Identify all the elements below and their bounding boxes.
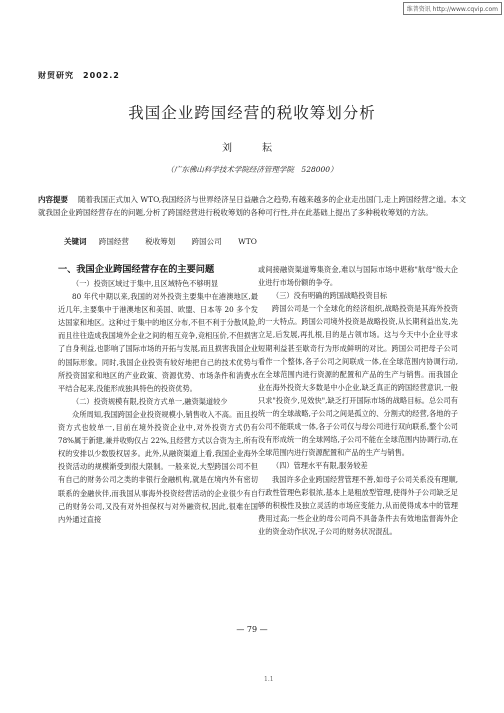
page-number: — 79 — xyxy=(236,625,268,634)
author-name: 刘 耘 xyxy=(222,143,282,154)
journal-header: 财贸研究 2002.2 xyxy=(38,71,120,80)
subsection-heading: （四）管理水平有限,服务较差 xyxy=(272,461,368,471)
body-paragraph: 或间接融资渠道筹集资金,难以与国际市场中堪称"航母"级大企业进行市场份额的争夺。 xyxy=(258,265,458,288)
section-heading: 一、我国企业跨国经营存在的主要问题 xyxy=(58,264,215,275)
database-watermark: 维普资讯 http://www.cqvip.com xyxy=(403,2,502,15)
footer-mark: 1.1 xyxy=(264,676,274,683)
paper-title: 我国企业跨国经营的税收筹划分析 xyxy=(128,104,376,122)
body-paragraph: 80 年代中期以来,我国的对外投资主要集中在港澳地区,最近几年,主要集中于港澳地区和美国、欧盟、日本等 20 多个发达国家和地区。这种过于集中的地区分布,不但不利于分散风险,而且往往造成我国境外企业之间的相互竞争,竞相压价,不但损害了自身利益,也影响了国际市场的开拓与发展,而且损害我国企业的国际形象。同时,我国企业投资有较好地把自己的技术优势与所投资国家和地区的产业政策、资源优势、市场条件和消费水平结合起来,没能形成独具特色的投资优势。 xyxy=(58,292,258,393)
author-affiliation: （广东佛山科学技术学院经济管理学院 528000） xyxy=(166,165,338,174)
abstract xyxy=(38,193,470,219)
keywords xyxy=(64,236,271,247)
body-paragraph: 众所周知,我国跨国企业投资规模小,销售收入不高。而且投资方式也较单一,目前在境外投资企业中,对外投资方式仍有 78%属于新建,兼并收购仅占 22%,且经营方式以合资为主,所有权的安排以少数股权居多。此外,从融资渠道上看,我国企业海外投资活动的规模渐受到很大限制。一般来说,大型跨国公司不但有自己的财务公司之类的非银行金融机构,就是在境内外有密切联系的金融伙伴,而我国从事海外投资经营活动的企业很少有自己的财务公司,又没有对外担保权与对外融资权,因此,很难在国内外通过直接 xyxy=(58,409,258,524)
keyword: WTO xyxy=(238,237,257,246)
subsection-heading: （二）投资规模有限,投资方式单一,融资渠道较少 xyxy=(72,396,228,406)
left-column xyxy=(58,263,258,526)
body-paragraph: 我国许多企业跨国经营管理不善,如母子公司关系没有理顺,行政性管理色彩很浓,基本上是粗放型管理,使得外子公司缺乏足够的积极性及独立灵活的市场应变能力,从而使得成本中的管理费用过高;一些企业的母公司尚不具备条件去有效地监督海外企业的资金动作状况,子公司的财务状况混乱。 xyxy=(258,474,458,536)
keyword: 跨国经营 xyxy=(98,237,129,246)
keyword: 跨国公司 xyxy=(191,237,222,246)
keywords-label: 关键词 xyxy=(64,237,87,246)
abstract-label: 内容提要 xyxy=(38,195,68,204)
subsection-heading: （一）投资区域过于集中,且区域特色不够明显 xyxy=(72,279,219,288)
abstract-text: 随着我国正式加入 WTO,我国经济与世界经济呈日益融合之趋势,有越来越多的企业走出国门,走上跨国经营之道。本文就我国企业跨国经营存在的问题,分析了跨国经营进行税收筹划的各种可行性,并在此基础上提出了多种税收筹划的方法。 xyxy=(38,195,466,217)
keyword: 税收筹划 xyxy=(145,237,176,246)
body-paragraph: 跨国公司是一个全球化的经济组织,战略投资是其海外投资的一大特点。跨国公司境外投资是战略投资,从长期利益出发,先立足,后发展,再扎根,目的是占领市场。这与今天中小企业寻求短期利益甚至歇奇行为形成鲜明的对比。跨国公司把母子公司看作一个整体,各子公司之间联成一体,在全球范围内协调行动,在全球范围内进行资源的配置和产品的生产与销售。而我国企业在海外投资大多数是中小企业,缺乏真正的跨国经营意识,一般只求"投资少,见效快",缺乏打开国际市场的战略目标。总公司有统一的全球战略,子公司之间是孤立的、分割式的经营,各地的子公司不能联成一体,各子公司仅与母公司进行双向联系,整个公司没有形成统一的全球网络,子公司不能在全球范围内协调行动,在全球范围内进行资源配置和产品的生产与销售。 xyxy=(258,304,458,458)
right-column xyxy=(258,263,458,538)
subsection-heading: （三）没有明确的跨国战略投资目标 xyxy=(272,291,388,301)
